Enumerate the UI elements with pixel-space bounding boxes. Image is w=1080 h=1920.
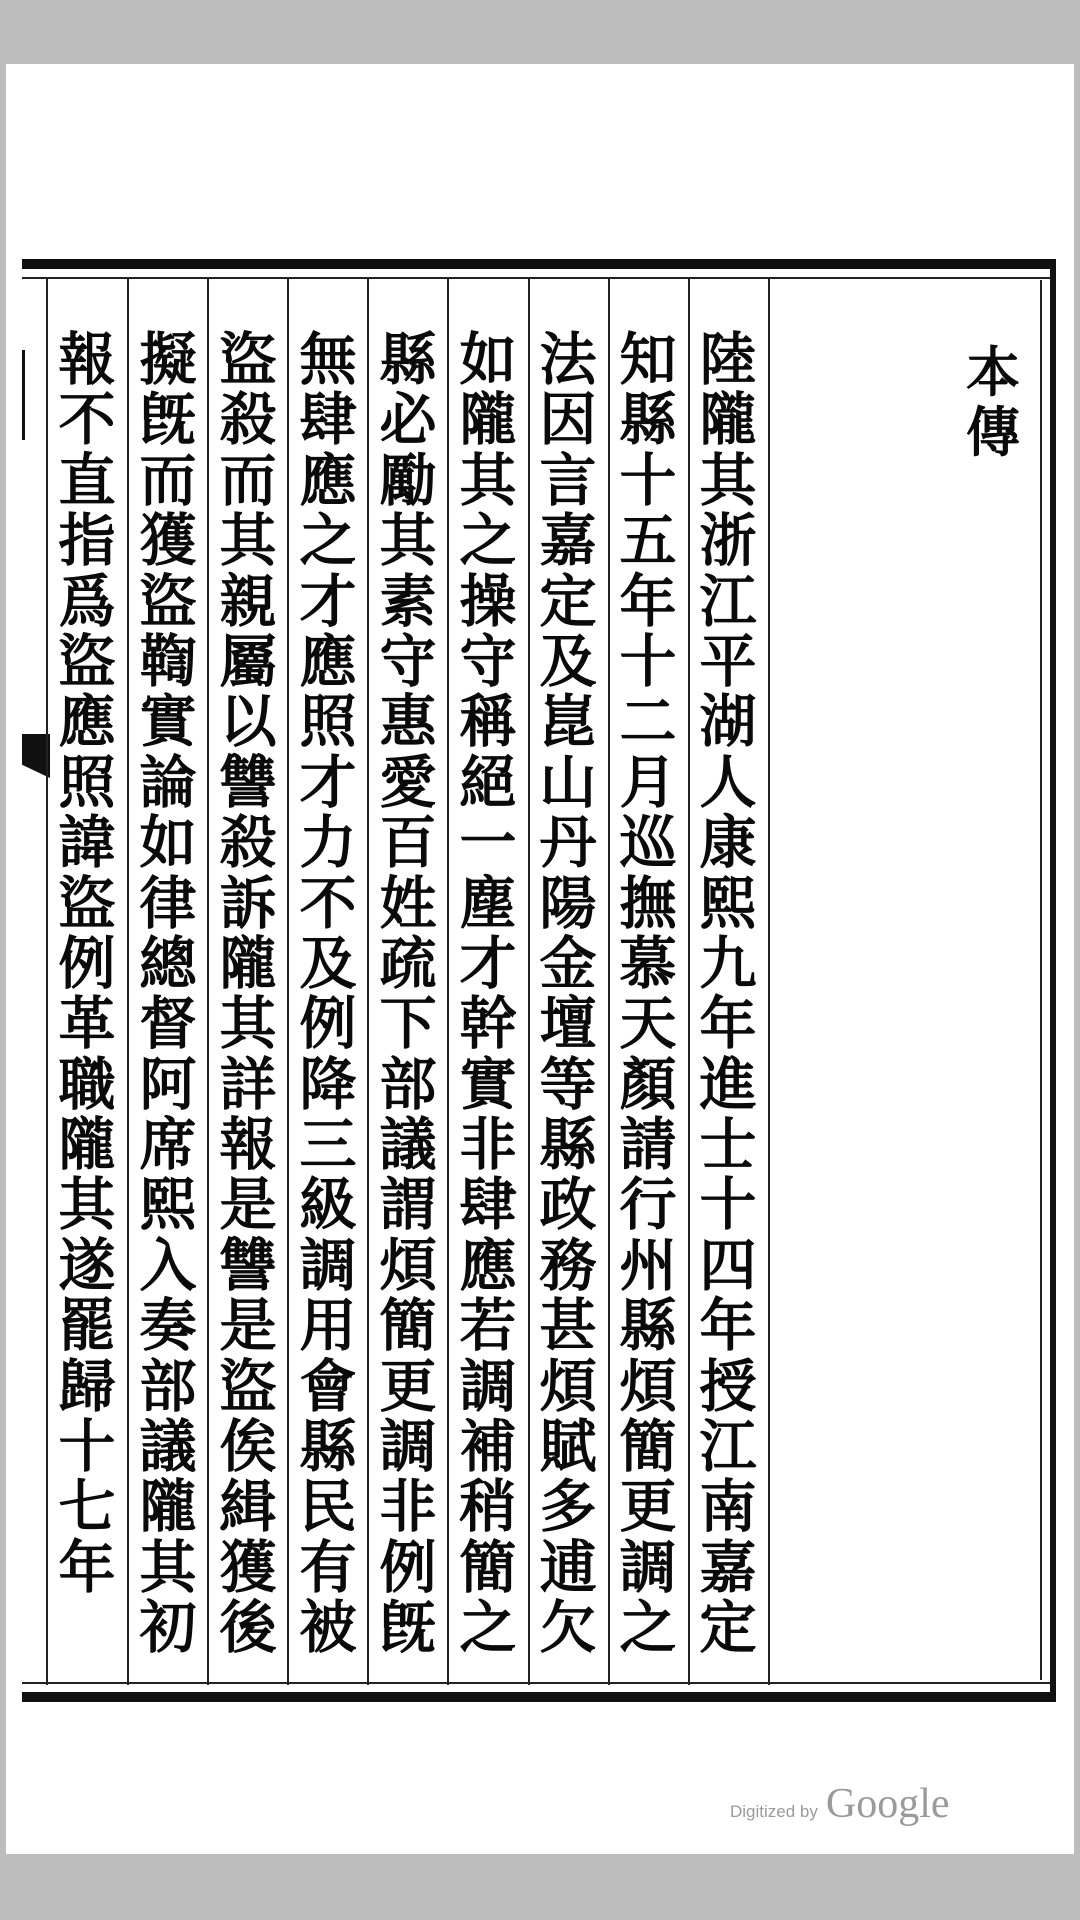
glyph: 欠 bbox=[539, 1594, 597, 1662]
glyph: 請 bbox=[619, 1111, 677, 1179]
glyph: 部 bbox=[139, 1352, 197, 1420]
glyph: 壇 bbox=[539, 990, 597, 1058]
glyph: 江 bbox=[699, 1413, 757, 1481]
glyph: 才 bbox=[299, 748, 357, 816]
glyph: 下 bbox=[379, 990, 437, 1058]
glyph: 隴 bbox=[699, 386, 757, 454]
glyph: 調 bbox=[299, 1231, 357, 1299]
glyph: 報 bbox=[219, 1111, 277, 1179]
glyph: 熙 bbox=[139, 1171, 197, 1239]
glyph: 殺 bbox=[219, 386, 277, 454]
glyph: 賦 bbox=[539, 1413, 597, 1481]
glyph: 例 bbox=[379, 1533, 437, 1601]
glyph: 詳 bbox=[219, 1050, 277, 1118]
glyph: 更 bbox=[619, 1473, 677, 1541]
glyph: 定 bbox=[539, 567, 597, 635]
glyph: 而 bbox=[139, 446, 197, 514]
glyph: 十 bbox=[58, 1413, 116, 1481]
glyph: 年 bbox=[699, 1292, 757, 1360]
glyph: 慕 bbox=[619, 929, 677, 997]
glyph: 巡 bbox=[619, 809, 677, 877]
glyph: 緝 bbox=[219, 1473, 277, 1541]
glyph: 稱 bbox=[459, 688, 517, 756]
glyph: 力 bbox=[299, 809, 357, 877]
glyph: 其 bbox=[459, 446, 517, 514]
glyph: 讐 bbox=[219, 748, 277, 816]
glyph: 阿 bbox=[139, 1050, 197, 1118]
glyph: 照 bbox=[299, 688, 357, 756]
glyph: 士 bbox=[699, 1111, 757, 1179]
glyph: 及 bbox=[299, 929, 357, 997]
glyph: 讐 bbox=[219, 1231, 277, 1299]
glyph: 四 bbox=[699, 1231, 757, 1299]
glyph: 熙 bbox=[699, 869, 757, 937]
glyph: 十 bbox=[619, 627, 677, 695]
glyph: 煩 bbox=[619, 1352, 677, 1420]
glyph: 守 bbox=[459, 627, 517, 695]
glyph: 實 bbox=[139, 688, 197, 756]
glyph: 二 bbox=[619, 688, 677, 756]
glyph: 獲 bbox=[219, 1533, 277, 1601]
section-title bbox=[958, 342, 1028, 462]
text-column bbox=[128, 326, 208, 1662]
glyph: 議 bbox=[379, 1111, 437, 1179]
glyph: 擬 bbox=[139, 326, 197, 393]
glyph: 平 bbox=[699, 627, 757, 695]
glyph: 惠 bbox=[379, 688, 437, 756]
glyph: 屬 bbox=[219, 627, 277, 695]
glyph: 隴 bbox=[219, 929, 277, 997]
glyph: 親 bbox=[219, 567, 277, 635]
glyph: 操 bbox=[459, 567, 517, 635]
glyph: 守 bbox=[379, 627, 437, 695]
glyph: 之 bbox=[459, 1594, 517, 1662]
glyph: 補 bbox=[459, 1413, 517, 1481]
glyph: 總 bbox=[139, 929, 197, 997]
glyph: 盜 bbox=[219, 1352, 277, 1420]
glyph: 如 bbox=[459, 326, 517, 393]
glyph: 調 bbox=[459, 1352, 517, 1420]
glyph: 南 bbox=[699, 1473, 757, 1541]
glyph: 五 bbox=[619, 507, 677, 575]
glyph: 旣 bbox=[379, 1594, 437, 1662]
glyph: 多 bbox=[539, 1473, 597, 1541]
glyph: 及 bbox=[539, 627, 597, 695]
glyph: 鞫 bbox=[139, 627, 197, 695]
glyph: 疏 bbox=[379, 929, 437, 997]
glyph: 愛 bbox=[379, 748, 437, 816]
glyph: 崑 bbox=[539, 688, 597, 756]
glyph: 傳 bbox=[966, 400, 1020, 464]
text-column bbox=[528, 326, 608, 1662]
glyph: 州 bbox=[619, 1231, 677, 1299]
glyph: 甚 bbox=[539, 1292, 597, 1360]
glyph: 行 bbox=[619, 1171, 677, 1239]
glyph: 入 bbox=[139, 1231, 197, 1299]
glyph: 三 bbox=[299, 1111, 357, 1179]
glyph: 必 bbox=[379, 386, 437, 454]
glyph: 職 bbox=[58, 1050, 116, 1118]
glyph: 其 bbox=[219, 507, 277, 575]
glyph: 應 bbox=[299, 627, 357, 695]
glyph: 調 bbox=[379, 1413, 437, 1481]
text-column bbox=[208, 326, 288, 1662]
glyph: 江 bbox=[699, 567, 757, 635]
glyph: 勵 bbox=[379, 446, 437, 514]
text-column bbox=[448, 326, 528, 1662]
glyph: 等 bbox=[539, 1050, 597, 1118]
glyph: 年 bbox=[619, 567, 677, 635]
glyph: 會 bbox=[299, 1352, 357, 1420]
glyph: 爲 bbox=[58, 567, 116, 635]
glyph: 稍 bbox=[459, 1473, 517, 1541]
glyph: 十 bbox=[619, 446, 677, 514]
glyph: 若 bbox=[459, 1292, 517, 1360]
glyph: 知 bbox=[619, 326, 677, 393]
glyph: 天 bbox=[619, 990, 677, 1058]
glyph: 旣 bbox=[139, 386, 197, 454]
glyph: 煩 bbox=[379, 1231, 437, 1299]
glyph: 有 bbox=[299, 1533, 357, 1601]
glyph: 指 bbox=[58, 507, 116, 575]
glyph: 應 bbox=[459, 1231, 517, 1299]
digitized-watermark bbox=[730, 1780, 950, 1828]
glyph: 革 bbox=[58, 990, 116, 1058]
glyph: 律 bbox=[139, 869, 197, 937]
glyph: 年 bbox=[58, 1533, 116, 1601]
glyph: 絕 bbox=[459, 748, 517, 816]
glyph: 九 bbox=[699, 929, 757, 997]
glyph: 諱 bbox=[58, 809, 116, 877]
glyph: 如 bbox=[139, 809, 197, 877]
glyph: 言 bbox=[539, 446, 597, 514]
glyph: 月 bbox=[619, 748, 677, 816]
glyph: 肆 bbox=[299, 386, 357, 454]
glyph: 陽 bbox=[539, 869, 597, 937]
glyph: 年 bbox=[699, 990, 757, 1058]
glyph: 級 bbox=[299, 1171, 357, 1239]
glyph: 罷 bbox=[58, 1292, 116, 1360]
glyph: 席 bbox=[139, 1111, 197, 1179]
glyph: 浙 bbox=[699, 507, 757, 575]
glyph: 實 bbox=[459, 1050, 517, 1118]
glyph: 被 bbox=[299, 1594, 357, 1662]
glyph: 論 bbox=[139, 748, 197, 816]
glyph: 其 bbox=[379, 507, 437, 575]
glyph: 民 bbox=[299, 1473, 357, 1541]
glyph: 不 bbox=[58, 386, 116, 454]
digitized-by-label: Digitized by bbox=[730, 1802, 818, 1821]
glyph: 報 bbox=[58, 326, 116, 393]
glyph: 奏 bbox=[139, 1292, 197, 1360]
glyph: 縣 bbox=[619, 386, 677, 454]
glyph: 康 bbox=[699, 809, 757, 877]
glyph: 進 bbox=[699, 1050, 757, 1118]
glyph: 非 bbox=[379, 1473, 437, 1541]
glyph: 幹 bbox=[459, 990, 517, 1058]
column-rule bbox=[768, 279, 770, 1685]
glyph: 顏 bbox=[619, 1050, 677, 1118]
glyph: 以 bbox=[219, 688, 277, 756]
glyph: 逋 bbox=[539, 1533, 597, 1601]
glyph: 訴 bbox=[219, 869, 277, 937]
glyph: 議 bbox=[139, 1413, 197, 1481]
text-column bbox=[288, 326, 368, 1662]
glyph: 煩 bbox=[539, 1352, 597, 1420]
glyph: 盜 bbox=[219, 326, 277, 393]
glyph: 而 bbox=[219, 446, 277, 514]
glyph: 非 bbox=[459, 1111, 517, 1179]
glyph: 盜 bbox=[58, 869, 116, 937]
glyph: 七 bbox=[58, 1473, 116, 1541]
glyph: 督 bbox=[139, 990, 197, 1058]
glyph: 殺 bbox=[219, 809, 277, 877]
glyph: 務 bbox=[539, 1231, 597, 1299]
glyph: 撫 bbox=[619, 869, 677, 937]
glyph: 金 bbox=[539, 929, 597, 997]
glyph: 陸 bbox=[699, 326, 757, 393]
glyph: 其 bbox=[58, 1171, 116, 1239]
glyph: 歸 bbox=[58, 1352, 116, 1420]
glyph: 縣 bbox=[299, 1413, 357, 1481]
glyph: 政 bbox=[539, 1171, 597, 1239]
glyph: 十 bbox=[699, 1171, 757, 1239]
glyph: 山 bbox=[539, 748, 597, 816]
glyph: 才 bbox=[459, 929, 517, 997]
glyph: 隴 bbox=[58, 1111, 116, 1179]
glyph: 盜 bbox=[58, 627, 116, 695]
glyph: 授 bbox=[699, 1352, 757, 1420]
glyph: 姓 bbox=[379, 869, 437, 937]
glyph: 例 bbox=[58, 929, 116, 997]
glyph: 降 bbox=[299, 1050, 357, 1118]
glyph: 照 bbox=[58, 748, 116, 816]
glyph: 縣 bbox=[619, 1292, 677, 1360]
text-column bbox=[608, 326, 688, 1662]
glyph: 肆 bbox=[459, 1171, 517, 1239]
frame-right-inner-rule bbox=[1040, 280, 1042, 1680]
glyph: 初 bbox=[139, 1594, 197, 1662]
glyph: 之 bbox=[299, 507, 357, 575]
glyph: 更 bbox=[379, 1352, 437, 1420]
glyph: 不 bbox=[299, 869, 357, 937]
glyph: 丹 bbox=[539, 809, 597, 877]
glyph: 嘉 bbox=[699, 1533, 757, 1601]
glyph: 其 bbox=[139, 1533, 197, 1601]
glyph: 縣 bbox=[539, 1111, 597, 1179]
glyph: 例 bbox=[299, 990, 357, 1058]
glyph: 定 bbox=[699, 1594, 757, 1662]
glyph: 其 bbox=[699, 446, 757, 514]
glyph: 謂 bbox=[379, 1171, 437, 1239]
glyph: 百 bbox=[379, 809, 437, 877]
glyph: 其 bbox=[219, 990, 277, 1058]
text-column bbox=[47, 326, 127, 1601]
glyph: 縣 bbox=[379, 326, 437, 393]
glyph: 是 bbox=[219, 1292, 277, 1360]
glyph: 應 bbox=[58, 688, 116, 756]
glyph: 直 bbox=[58, 446, 116, 514]
glyph: 簡 bbox=[379, 1292, 437, 1360]
frame-right-rule bbox=[1050, 259, 1056, 1702]
glyph: 才 bbox=[299, 567, 357, 635]
glyph: 部 bbox=[379, 1050, 437, 1118]
glyph: 後 bbox=[219, 1594, 277, 1662]
glyph: 素 bbox=[379, 567, 437, 635]
glyph: 簡 bbox=[459, 1533, 517, 1601]
glyph: 隴 bbox=[459, 386, 517, 454]
glyph: 本 bbox=[966, 340, 1020, 404]
glyph: 人 bbox=[699, 748, 757, 816]
glyph: 獲 bbox=[139, 507, 197, 575]
glyph: 湖 bbox=[699, 688, 757, 756]
glyph: 塵 bbox=[459, 869, 517, 937]
glyph: 俟 bbox=[219, 1413, 277, 1481]
text-column bbox=[368, 326, 448, 1662]
glyph: 應 bbox=[299, 446, 357, 514]
google-logo: Google bbox=[825, 1781, 950, 1827]
glyph: 之 bbox=[459, 507, 517, 575]
glyph: 調 bbox=[619, 1533, 677, 1601]
glyph: 用 bbox=[299, 1292, 357, 1360]
glyph: 簡 bbox=[619, 1413, 677, 1481]
glyph: 嘉 bbox=[539, 507, 597, 575]
glyph: 是 bbox=[219, 1171, 277, 1239]
text-column bbox=[688, 326, 768, 1662]
glyph: 隴 bbox=[139, 1473, 197, 1541]
glyph: 一 bbox=[459, 809, 517, 877]
glyph: 法 bbox=[539, 326, 597, 393]
glyph: 之 bbox=[619, 1594, 677, 1662]
glyph: 遂 bbox=[58, 1231, 116, 1299]
glyph: 因 bbox=[539, 386, 597, 454]
glyph: 盜 bbox=[139, 567, 197, 635]
glyph: 無 bbox=[299, 326, 357, 393]
